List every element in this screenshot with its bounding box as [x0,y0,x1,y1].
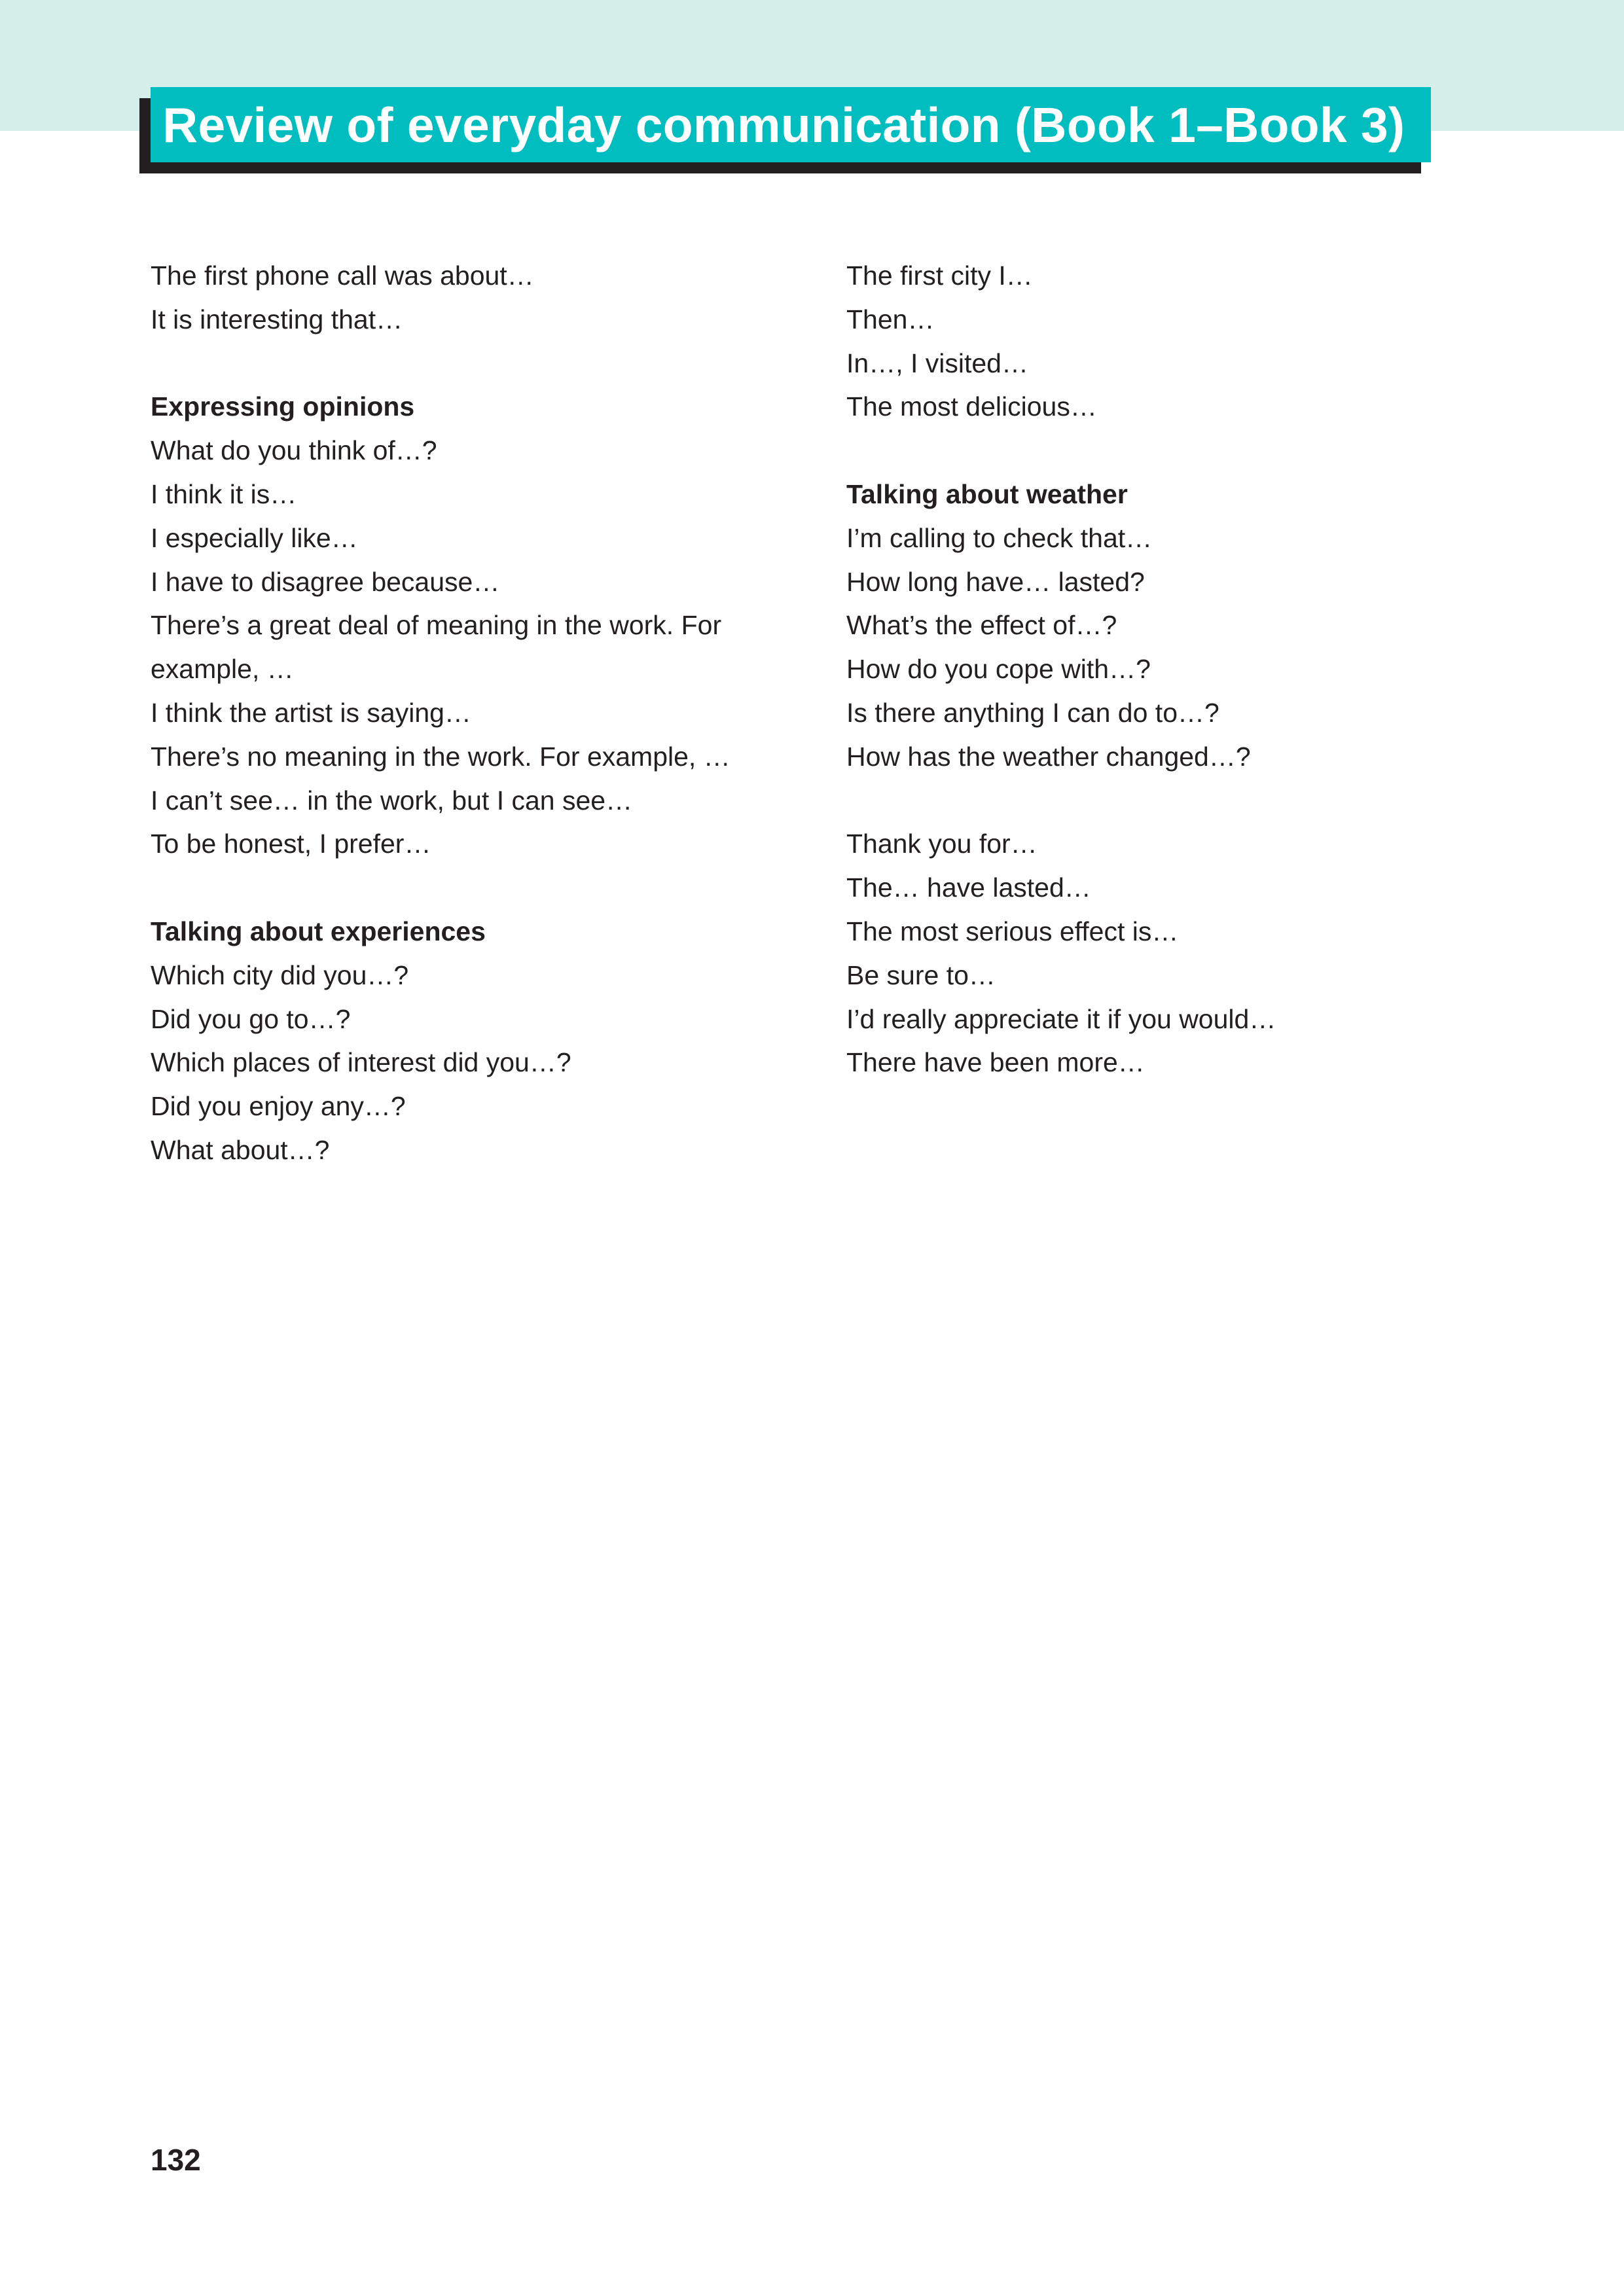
phrase-line: It is interesting that… [151,304,403,334]
phrase-line: How do you cope with…? [846,654,1151,685]
phrase-line: What about…? [151,1134,330,1165]
phrase-line: The first city I… [846,260,1033,291]
section-gap [151,342,805,386]
phrase-line: I think the artist is saying… [151,697,471,728]
phrase-line: Is there anything I can do to…? [846,697,1219,728]
phrase-line: I especially like… [151,522,358,553]
phrase-line: Did you enjoy any…? [151,1091,406,1122]
section-heading-experiences: Talking about experiences [151,916,486,946]
phrase-line: I have to disagree because… [151,566,500,597]
phrase-line: I’m calling to check that… [846,522,1153,553]
phrase-line: What’s the effect of…? [846,610,1117,641]
section-gap [846,429,1501,473]
phrase-line: There’s no meaning in the work. For example, … [151,741,731,772]
phrase-line: I think it is… [151,478,297,509]
phrase-line: There have been more… [846,1047,1145,1078]
phrase-line: The most delicious… [846,391,1097,422]
left-column [151,254,805,1172]
phrase-line: The… have lasted… [846,872,1091,903]
phrase-line: Thank you for… [846,829,1038,859]
phrase-line: The first phone call was about… [151,260,534,291]
section-heading-weather: Talking about weather [846,478,1128,509]
phrase-line: example, … [151,654,294,685]
phrase-line: In…, I visited… [846,348,1028,378]
phrase-line: How long have… lasted? [846,566,1145,597]
phrase-line: Be sure to… [846,960,996,990]
section-heading-opinions: Expressing opinions [151,391,415,422]
section-gap [846,779,1501,823]
phrase-line: To be honest, I prefer… [151,829,431,859]
phrase-line: How has the weather changed…? [846,741,1251,772]
phrase-line: What do you think of…? [151,435,437,466]
phrase-line: Which city did you…? [151,960,409,990]
phrase-line: Then… [846,304,935,334]
title-banner [151,87,1431,162]
phrase-line: I can’t see… in the work, but I can see… [151,785,633,816]
phrase-line: I’d really appreciate it if you would… [846,1003,1276,1034]
phrase-line: The most serious effect is… [846,916,1179,946]
page-number: 132 [151,2143,201,2177]
right-column [846,254,1501,1085]
phrase-line: Which places of interest did you…? [151,1047,571,1078]
phrase-line: Did you go to…? [151,1003,351,1034]
phrase-line: There’s a great deal of meaning in the work. For [151,610,722,641]
section-gap [151,866,805,910]
page-title: Review of everyday communication (Book 1–Book 3) [162,97,1405,152]
